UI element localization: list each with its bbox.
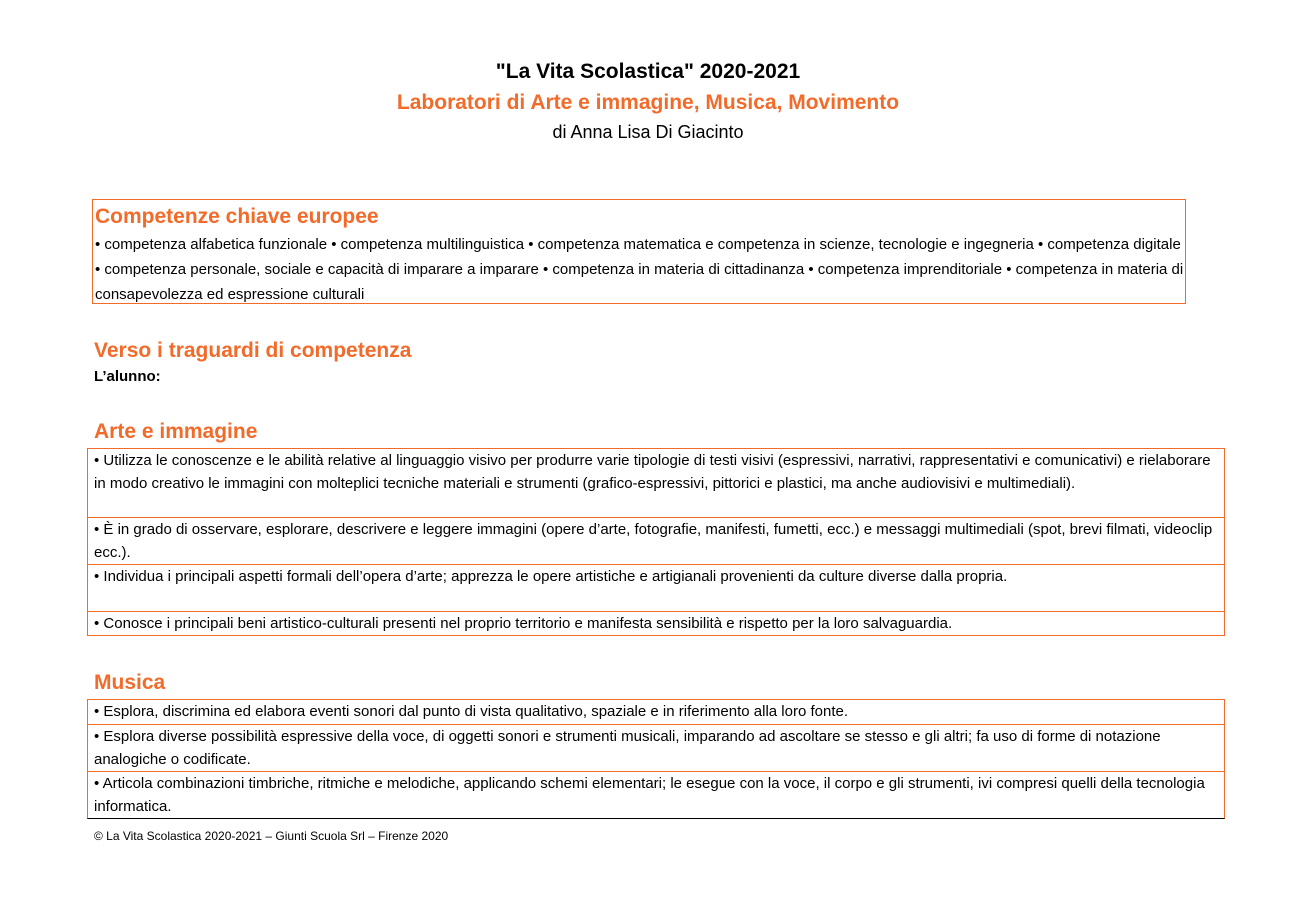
arte-heading: Arte e immagine bbox=[94, 420, 258, 443]
document-subtitle: Laboratori di Arte e immagine, Musica, Movimento bbox=[396, 91, 900, 114]
document-author: di Anna Lisa Di Giacinto bbox=[552, 122, 744, 142]
document-title: "La Vita Scolastica" 2020-2021 bbox=[495, 60, 801, 83]
musica-heading: Musica bbox=[94, 671, 166, 694]
arte-item-3: • Individua i principali aspetti formali dell’opera d’arte; apprezza le opere artistiche e artigianali provenienti da culture diverse dalla propria. bbox=[88, 564, 1224, 611]
competenze-title: Competenze chiave europee bbox=[95, 205, 379, 228]
competenze-text: • competenza alfabetica funzionale • competenza multilinguistica • competenza matematica e competenza in scienze, tecnologie e ingegneria • competenza digitale • competenza personale, sociale e capacità di imparare a imparare • competenza in materia di cittadinanza • competenza imprenditoriale • competenza in materia di consapevolezza ed espressione culturali bbox=[95, 236, 1184, 303]
footer-copyright: © La Vita Scolastica 2020-2021 – Giunti Scuola Srl – Firenze 2020 bbox=[94, 829, 449, 843]
traguardi-heading: Verso i traguardi di competenza bbox=[94, 339, 412, 362]
musica-item-2: • Esplora diverse possibilità espressive della voce, di oggetti sonori e strumenti musicali, imparando ad ascoltare se stesso e gli altri; fa uso di forme di notazione analogiche o codificate. bbox=[88, 724, 1224, 771]
arte-item-2: • È in grado di osservare, esplorare, descrivere e leggere immagini (opere d’arte, fotografie, manifesti, fumetti, ecc.) e messaggi multimediali (spot, brevi filmati, videoclip ecc.). bbox=[88, 517, 1224, 564]
musica-item-3: • Articola combinazioni timbriche, ritmiche e melodiche, applicando schemi elementari; le esegue con la voce, il corpo e gli strumenti, ivi compresi quelli della tecnologia informatica. bbox=[88, 771, 1224, 818]
arte-item-4: • Conosce i principali beni artistico-culturali presenti nel proprio territorio e manifesta sensibilità e rispetto per la loro salvaguardia. bbox=[88, 611, 1224, 635]
musica-list bbox=[87, 699, 1225, 819]
competenze-box bbox=[92, 199, 1186, 304]
arte-list bbox=[87, 448, 1225, 636]
arte-item-1: • Utilizza le conoscenze e le abilità relative al linguaggio visivo per produrre varie tipologie di testi visivi (espressivi, narrativi, rappresentativi e comunicativi) e rielaborare in modo creativo le immagini con molteplici tecniche materiali e strumenti (grafico-espressivi, pittorici e plastici, ma anche audiovisivi e multimediali). bbox=[94, 452, 1211, 492]
musica-item-1: • Esplora, discrimina ed elabora eventi sonori dal punto di vista qualitativo, spaziale e in riferimento alla loro fonte. bbox=[94, 703, 848, 720]
alunno-label: L’alunno: bbox=[94, 368, 161, 385]
